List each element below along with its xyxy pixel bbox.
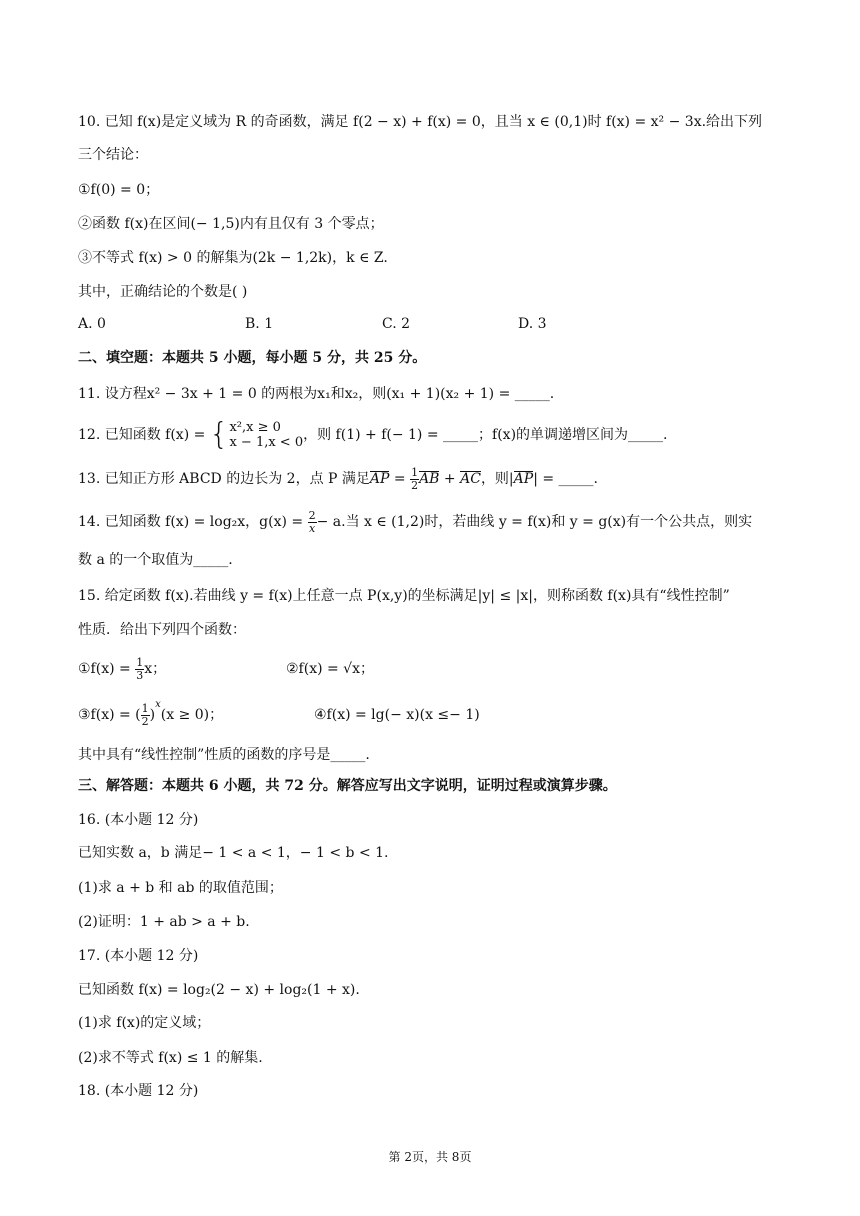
q17-part-1: (1)求 f(x)的定义域；: [78, 1015, 211, 1031]
q12: [78, 418, 667, 452]
fraction-half: [410, 467, 419, 492]
q10-option-b: B. 1: [245, 316, 274, 332]
q16-heading: 16. (本小题 12 分): [78, 812, 199, 828]
q10-question: 其中，正确结论的个数是( ): [78, 284, 248, 300]
q15-function-1: [78, 654, 166, 684]
q16-condition: 已知实数 a，b 满足− 1 < a < 1，− 1 < b < 1.: [78, 845, 389, 861]
fraction-one-half: [141, 703, 150, 728]
fraction-numerator: 1: [411, 465, 419, 479]
q10-conclusion-1: ①f(0) = 0；: [78, 182, 160, 198]
q15-function-4: ④f(x) = lg(− x)(x ≤− 1): [314, 707, 480, 723]
q13-equals: =: [389, 471, 411, 487]
fraction-denominator: 2: [141, 714, 149, 728]
section-3-heading: 三、解答题：本题共 6 小题，共 72 分。解答应写出文字说明，证明过程或演算步骤。: [78, 778, 617, 794]
fraction-denominator: x: [308, 521, 316, 535]
q10-option-d: D. 3: [518, 316, 547, 332]
q10-conclusion-2: ②函数 f(x)在区间(− 1,5)内有且仅有 3 个零点；: [78, 216, 384, 232]
vector-ap: AP: [369, 471, 390, 487]
q14-line2: 数 a 的一个取值为_____.: [78, 552, 233, 568]
f3-exponent: x: [155, 699, 161, 710]
fraction-numerator: 1: [136, 655, 144, 669]
q10-line2: 三个结论：: [78, 147, 148, 163]
f3-close-paren: ): [149, 707, 156, 723]
vector-ab: AB: [419, 471, 440, 487]
q17-condition: 已知函数 f(x) = log₂(2 − x) + log₂(1 + x).: [78, 982, 360, 998]
q14-prefix: 14. 已知函数 f(x) = log₂x，g(x) =: [78, 514, 308, 530]
f3-suffix: (x ≥ 0)；: [160, 707, 224, 723]
q16-part-1: (1)求 a + b 和 ab 的取值范围；: [78, 880, 283, 896]
piecewise-case-1: x²,x ≥ 0: [229, 420, 281, 435]
q17-heading: 17. (本小题 12 分): [78, 948, 199, 964]
vector-ac: AC: [460, 471, 481, 487]
q15-function-2: ②f(x) = √x；: [286, 661, 374, 677]
q10-line1: 10. 已知 f(x)是定义域为 R 的奇函数，满足 f(2 − x) + f(x) = 0，且当 x ∈ (0,1)时 f(x) = x² − 3x.给出下列: [78, 114, 763, 130]
vector-ap-abs: AP: [513, 471, 534, 487]
fraction-numerator: 1: [141, 701, 149, 715]
fraction-2-over-x: [308, 510, 317, 535]
q15-question: 其中具有“线性控制”性质的函数的序号是_____.: [78, 747, 370, 763]
page-footer: 第 2页，共 8页: [388, 1150, 472, 1164]
q18-heading: 18. (本小题 12 分): [78, 1083, 199, 1099]
q10-conclusion-3: ③不等式 f(x) > 0 的解集为(2k − 1,2k)，k ∈ Z.: [78, 250, 388, 266]
q14-line1: [78, 507, 752, 537]
piecewise-cases: [229, 420, 303, 450]
q13-suffix: | = _____.: [533, 471, 598, 487]
q13: [78, 464, 598, 494]
q14-suffix: − a.当 x ∈ (1,2)时，若曲线 y = f(x)和 y = g(x)有一个公共点，则实: [316, 514, 753, 530]
fraction-denominator: 3: [136, 668, 144, 682]
q15-line2: 性质．给出下列四个函数：: [78, 622, 246, 638]
section-2-heading: 二、填空题：本题共 5 小题，每小题 5 分，共 25 分。: [78, 350, 427, 366]
piecewise-case-2: x − 1,x < 0: [229, 435, 304, 450]
fraction-denominator: 2: [411, 478, 419, 492]
f1-suffix: x；: [144, 661, 167, 677]
q10-option-c: C. 2: [382, 316, 411, 332]
q11: 11. 设方程x² − 3x + 1 = 0 的两根为x₁和x₂，则(x₁ + 1)(x₂ + 1) = _____.: [78, 386, 555, 402]
q17-part-2: (2)求不等式 f(x) ≤ 1 的解集.: [78, 1050, 263, 1066]
f1-prefix: ①f(x) =: [78, 661, 136, 677]
q12-suffix: ，则 f(1) + f(− 1) = _____；f(x)的单调递增区间为_____.: [303, 427, 668, 443]
q16-part-2: (2)证明：1 + ab > a + b.: [78, 914, 250, 930]
q10-option-a: A. 0: [78, 316, 106, 332]
q13-prefix: 13. 已知正方形 ABCD 的边长为 2，点 P 满足: [78, 471, 370, 487]
q15-function-3: [78, 698, 223, 732]
q13-mid: ，则|: [480, 471, 514, 487]
piecewise-brace: {: [209, 417, 229, 452]
fraction-one-third: [135, 657, 144, 682]
q15-line1: 15. 给定函数 f(x).若曲线 y = f(x)上任意一点 P(x,y)的坐标满足|y| ≤ |x|，则称函数 f(x)具有“线性控制”: [78, 588, 730, 604]
f3-prefix: ③f(x) = (: [78, 707, 141, 723]
q12-prefix: 12. 已知函数 f(x) =: [78, 427, 206, 443]
fraction-numerator: 2: [308, 508, 316, 522]
q13-plus: +: [439, 471, 461, 487]
